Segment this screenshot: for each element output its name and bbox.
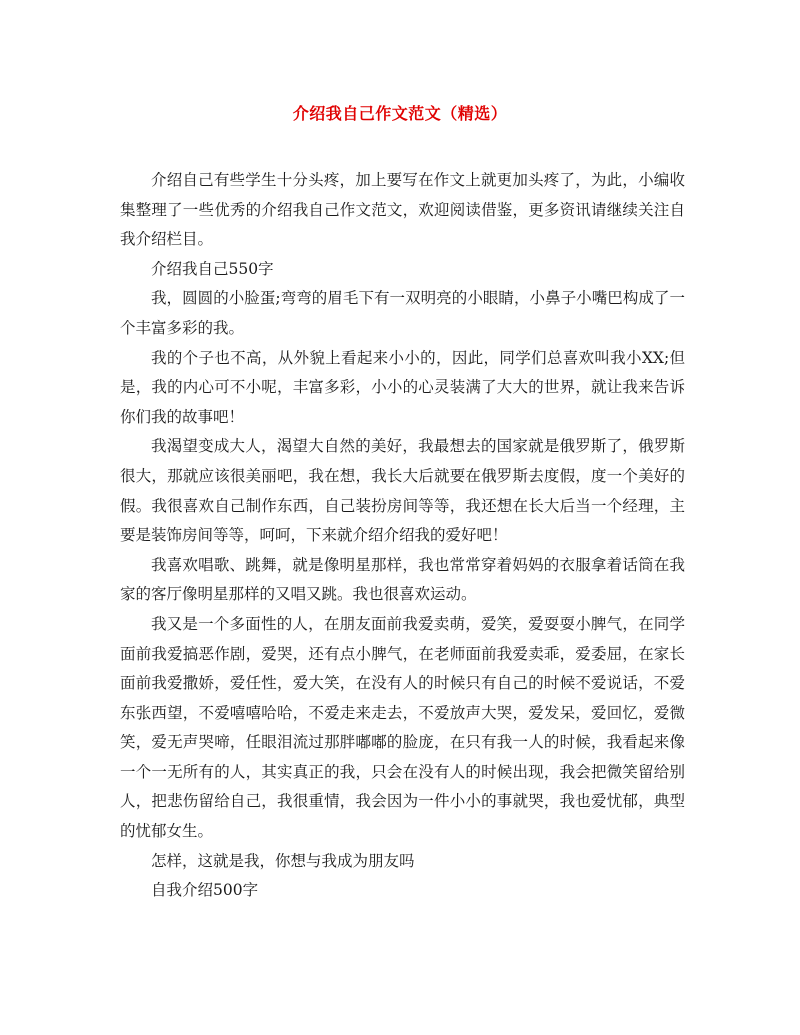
paragraph: 怎样，这就是我，你想与我成为朋友吗 xyxy=(151,851,415,870)
paragraph: 我，圆圆的小脸蛋;弯弯的眉毛下有一双明亮的小眼睛，小鼻子小嘴巴构成了一个丰富多彩的我。 xyxy=(120,289,685,337)
paragraph: 我的个子也不高，从外貌上看起来小小的，因此，同学们总喜欢叫我小XX;但是，我的内心可不小呢，丰富多彩，小小的心灵装满了大大的世界，就让我来告诉你们我的故事吧！ xyxy=(120,348,685,426)
document-title: 介绍我自己作文范文（精选） xyxy=(292,104,508,123)
paragraph: 我渴望变成大人，渴望大自然的美好，我最想去的国家就是俄罗斯了，俄罗斯很大，那就应该很美丽吧，我在想，我长大后就要在俄罗斯去度假，度一个美好的假。我很喜欢自己制作东西，自己装扮房间等等，我还想在长大后当一个经理，主要是装饰房间等等，呵呵，下来就介绍介绍我的爱好吧！ xyxy=(120,437,685,545)
paragraph-intro: 介绍自己有些学生十分头疼，加上要写在作文上就更加头疼了，为此，小编收集整理了一些优秀的介绍我自己作文范文，欢迎阅读借鉴，更多资讯请继续关注自我介绍栏目。 xyxy=(120,171,685,249)
section-heading-500: 自我介绍500字 xyxy=(151,881,259,900)
paragraph: 我又是一个多面性的人，在朋友面前我爱卖萌，爱笑，爱耍耍小脾气，在同学面前我爱搞恶作剧，爱哭，还有点小脾气，在老师面前我爱卖乖，爱委屈，在家长面前我爱撒娇，爱任性，爱大笑，在没有人的时候只有自己的时候不爱说话，不爱东张西望，不爱嘻嘻哈哈，不爱走来走去，不爱放声大哭，爱发呆，爱回忆，爱微笑，爱无声哭啼，任眼泪流过那胖嘟嘟的脸庞，在只有我一人的时候，我看起来像一个一无所有的人，其实真正的我，只会在没有人的时候出现，我会把微笑留给别人，把悲伤留给自己，我很重情，我会因为一件小小的事就哭，我也爱忧郁，典型的忧郁女生。 xyxy=(120,614,685,841)
paragraph: 我喜欢唱歌、跳舞，就是像明星那样，我也常常穿着妈妈的衣服拿着话筒在我家的客厅像明星那样的又唱又跳。我也很喜欢运动。 xyxy=(120,555,685,604)
document-body xyxy=(120,166,685,906)
section-heading-550: 介绍我自己550字 xyxy=(151,259,274,278)
